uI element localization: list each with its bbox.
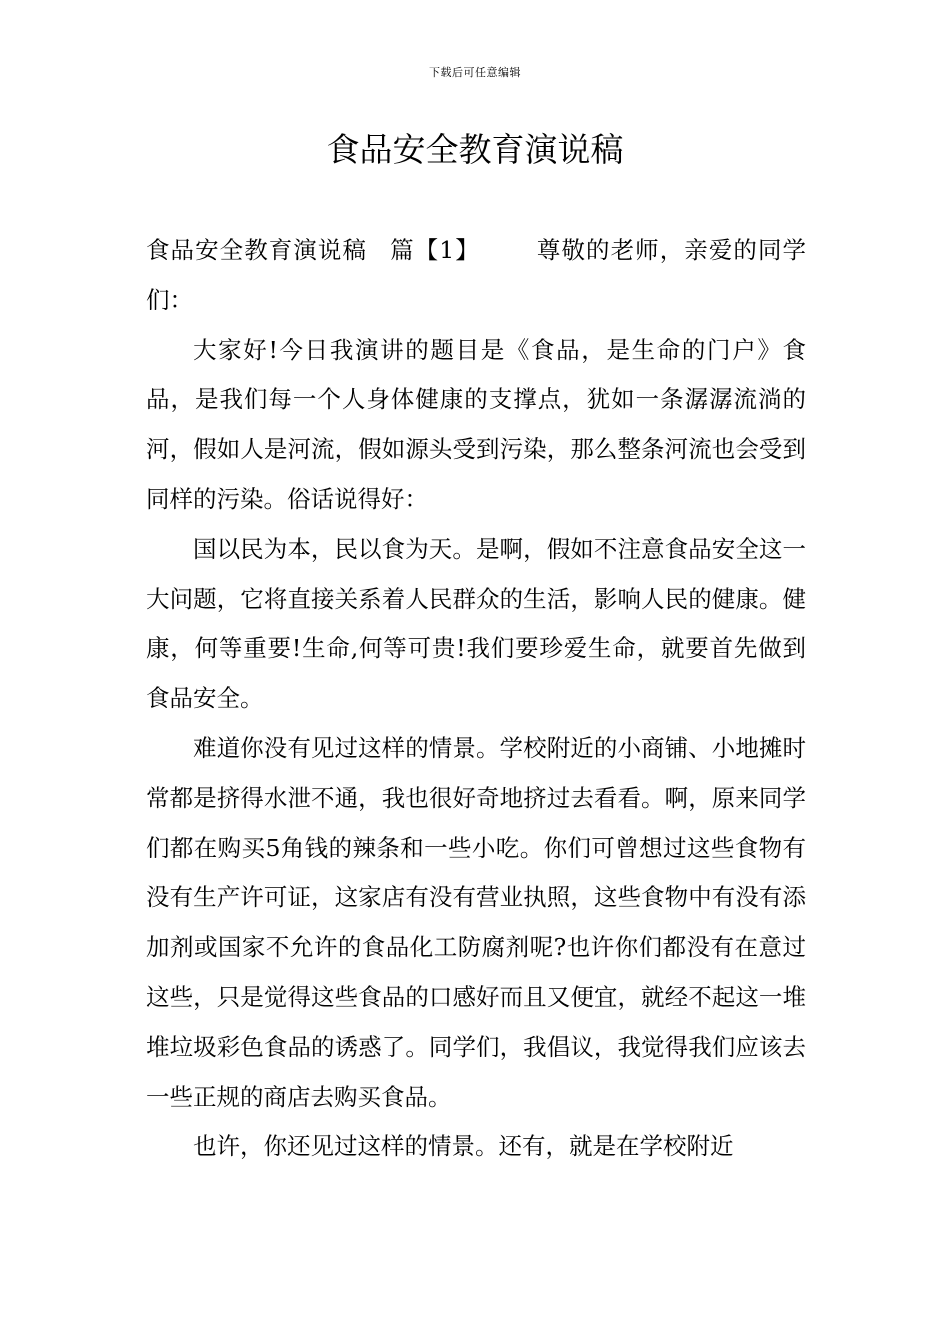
salutation: 尊敬的老师，亲爱的同学们： [146,236,807,314]
document-body [146,226,806,1172]
paragraph-2: 国以民为本，民以食为天。是啊，假如不注意食品安全这一大问题，它将直接关系着人民群众的生活，影响人民的健康。健康，何等重要!生命,何等可贵!我们要珍爱生命，就要首先做到食品安全。 [146,534,806,713]
document-title: 食品安全教育演说稿 [326,130,624,169]
section-label: 篇【1】 [389,236,480,264]
paragraph-3: 难道你没有见过这样的情景。学校附近的小商铺、小地摊时常都是挤得水泄不通，我也很好奇地挤过去看看。啊，原来同学们都在购买5角钱的辣条和一些小吃。你们可曾想过这些食物有没有生产许可证，这家店有没有营业执照，这些食物中有没有添加剂或国家不允许的食品化工防腐剂呢?也许你们都没有在意过这些，只是觉得这些食品的口感好而且又便宜，就经不起这一堆堆垃圾彩色食品的诱惑了。同学们，我倡议，我觉得我们应该去一些正规的商店去购买食品。 [146,733,806,1111]
paragraph-4: 也许，你还见过这样的情景。还有，就是在学校附近 [193,1132,734,1161]
intro-heading: 食品安全教育演说稿 [146,236,368,264]
paragraph-1: 大家好!今日我演讲的题目是《食品，是生命的门户》食品，是我们每一个人身体健康的支撑点，犹如一条潺潺流淌的河，假如人是河流，假如源头受到污染，那么整条河流也会受到同样的污染。俗话说得好： [146,335,806,513]
intro-line [146,226,806,326]
header-note: 下载后可任意编辑 [429,66,521,79]
